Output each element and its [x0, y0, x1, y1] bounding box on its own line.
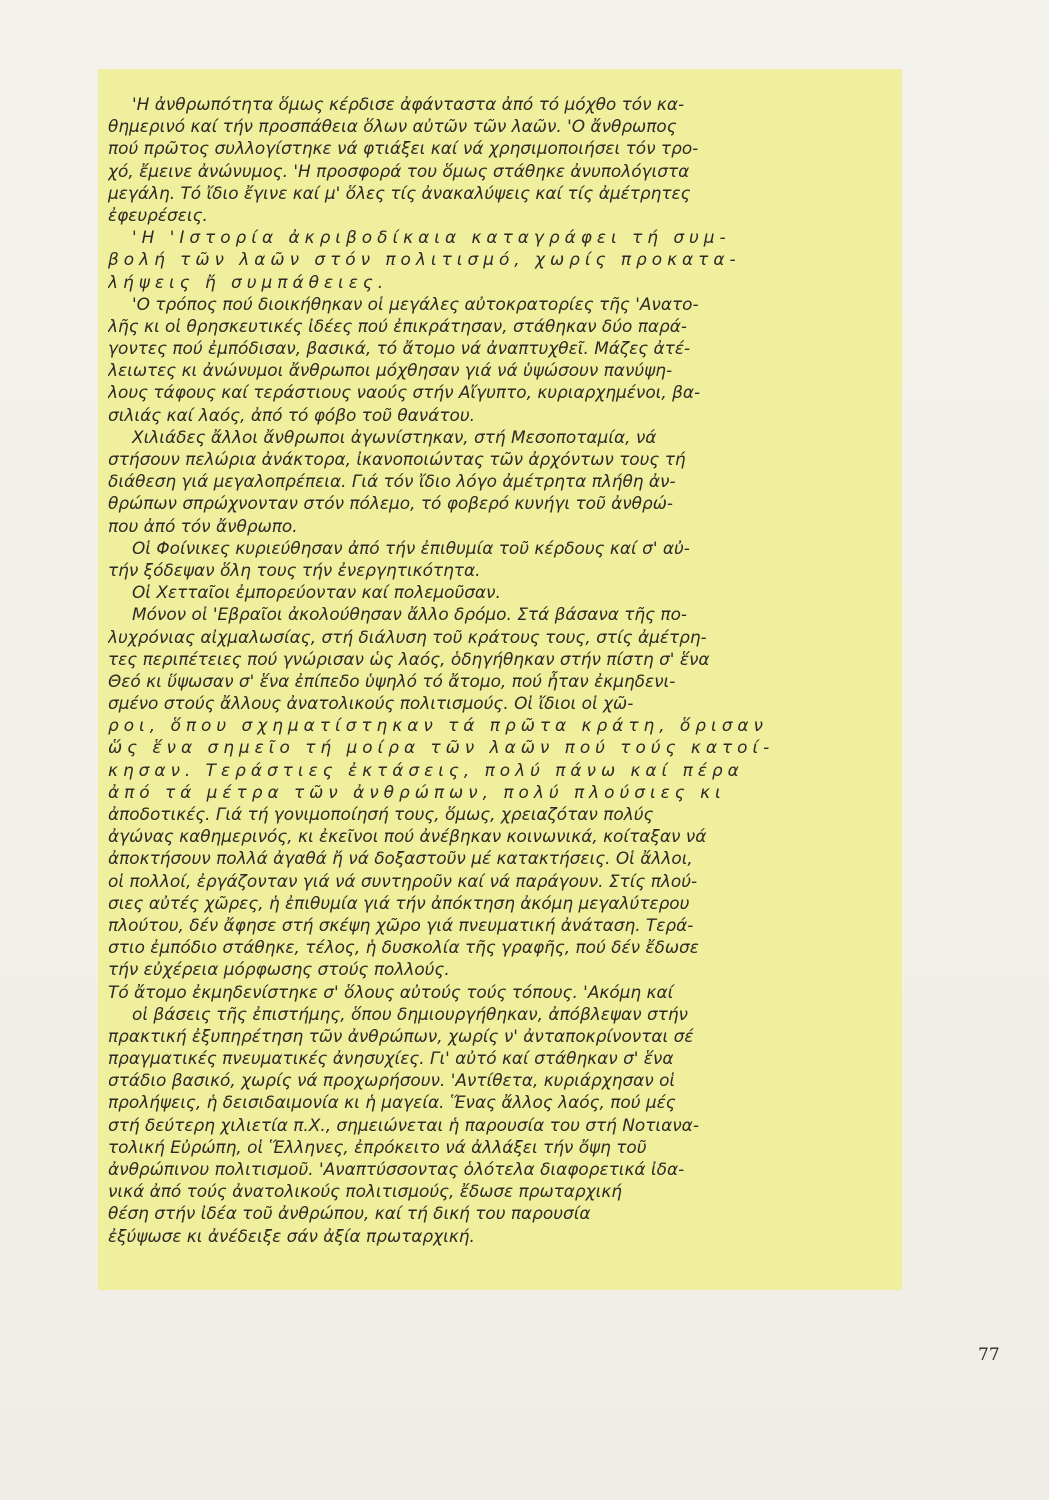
text-line: στήσουν πελώρια ἀνάκτορα, ἰκανοποιώντας τῶν ἀρχόντων τους τή — [108, 449, 686, 469]
text-line: ἀποκτήσουν πολλά ἀγαθά ἤ νά δοξαστοῦν μέ κατακτήσεις. Οἱ ἄλλοι, — [108, 848, 693, 869]
body-text — [108, 93, 794, 1269]
text-line: 'Η ἀνθρωπότητα ὅμως κέρδισε ἀφάνταστα ἀπό τό μόχθο τόν κα- — [132, 94, 685, 114]
text-line: ἀποδοτικές. Γιά τή γονιμοποίησή τους, ὅμως, χρειαζόταν πολύς — [108, 804, 654, 824]
text-line: πρακτική ἐξυπηρέτηση τῶν ἀνθρώπων, χωρίς ν' ἀνταποκρίνονται σέ — [108, 1025, 694, 1046]
text-line: θημερινό καί τήν προσπάθεια ὅλων αὐτῶν τῶν λαῶν. 'Ο ἄνθρωπος — [108, 116, 677, 137]
text-line: 'Η 'Ιστορία ἀκριβοδίκαια καταγράφει τή συμ- — [132, 227, 731, 248]
text-line: ἐφευρέσεις. — [108, 204, 208, 225]
text-line: ἀγώνας καθημερινός, κι ἐκεῖνοι πού ἀνέβηκαν κοινωνικά, κοίταξαν νά — [108, 826, 707, 847]
text-line: λῆς κι οἱ θρησκευτικές ἰδέες πού ἐπικράτησαν, στάθηκαν δύο παρά- — [108, 315, 687, 336]
text-line: ἀνθρώπινου πολιτισμοῦ. 'Αναπτύσσοντας ὁλότελα διαφορετικά ἰδα- — [108, 1159, 685, 1179]
text-line: λυχρόνιας αἰχμαλωσίας, στή διάλυση τοῦ κράτους τους, στίς ἀμέτρη- — [108, 626, 707, 647]
text-line: Οἱ Φοίνικες κυριεύθησαν ἀπό τήν ἐπιθυμία τοῦ κέρδους καί σ' αὐ- — [132, 537, 690, 558]
text-line: που ἀπό τόν ἄνθρωπο. — [108, 515, 298, 536]
text-line: διάθεση γιά μεγαλοπρέπεια. Γιά τόν ἴδιο λόγο ἀμέτρητα πλήθη ἀν- — [108, 471, 676, 492]
text-line: ἀπό τά μέτρα τῶν ἀνθρώπων, πολύ πλούσιες κι — [108, 781, 726, 802]
text-line: μεγάλη. Τό ἴδιο ἔγινε καί μ' ὅλες τίς ἀνακαλύψεις καί τίς ἀμέτρητες — [108, 182, 691, 203]
text-line: προλήψεις, ἡ δεισιδαιμονία κι ἡ μαγεία. Ἕνας ἄλλος λαός, πού μές — [108, 1092, 676, 1113]
text-line: οἱ πολλοί, ἐργάζονταν γιά νά συντηροῦν καί νά παράγουν. Στίς πλού- — [108, 870, 698, 891]
text-line: Θεό κι ὕψωσαν σ' ἕνα ἐπίπεδο ὑψηλό τό ἄτομο, πού ἦταν ἐκμηδενι- — [108, 670, 676, 691]
text-line: τήν εὐχέρεια μόρφωσης στούς πολλούς. — [108, 959, 450, 980]
text-line: λειωτες κι ἀνώνυμοι ἄνθρωποι μόχθησαν γιά νά ὑψώσουν πανύψη- — [108, 360, 673, 381]
text-line: τες περιπέτειες πού γνώρισαν ὡς λαός, ὁδηγήθηκαν στήν πίστη σ' ἕνα — [108, 648, 710, 669]
text-line: σμένο στούς ἄλλους ἀνατολικούς πολιτισμούς. Οἱ ἴδιοι οἱ χῶ- — [108, 693, 634, 714]
text-line: λήψεις ἤ συμπάθειες. — [108, 271, 389, 292]
text-line: ροι, ὅπου σχηματίστηκαν τά πρῶτα κράτη, ὅρισαν — [108, 715, 768, 736]
text-line: νικά ἀπό τούς ἀνατολικούς πολιτισμούς, ἔδωσε πρωταρχική — [108, 1181, 622, 1202]
text-line: ὥς ἕνα σημεῖο τή μοίρα τῶν λαῶν πού τούς κατοί- — [108, 737, 775, 758]
text-line: θρώπων σπρώχνονταν στόν πόλεμο, τό φοβερό κυνήγι τοῦ ἀνθρώ- — [108, 493, 673, 514]
text-line: πού πρῶτος συλλογίστηκε νά φτιάξει καί νά χρησιμοποιήσει τόν τρο- — [108, 138, 699, 159]
text-line: στιο ἐμπόδιο στάθηκε, τέλος, ἡ δυσκολία τῆς γραφῆς, πού δέν ἔδωσε — [108, 937, 699, 958]
text-line: στάδιο βασικό, χωρίς νά προχωρήσουν. 'Αντίθετα, κυριάρχησαν οἱ — [108, 1070, 676, 1091]
text-line: πραγματικές πνευματικές ἀνησυχίες. Γι' αὐτό καί στάθηκαν σ' ἕνα — [108, 1048, 674, 1069]
text-line: Τό ἄτομο ἐκμηδενίστηκε σ' ὅλους αὐτούς τούς τόπους. 'Ακόμη καί — [108, 981, 674, 1002]
text-line: χό, ἔμεινε ἀνώνυμος. 'Η προσφορά του ὅμως στάθηκε ἀνυπολόγιστα — [108, 160, 690, 181]
text-line: λους τάφους καί τεράστιους ναούς στήν Αἴγυπτο, κυριαρχημένοι, βα- — [108, 382, 701, 403]
text-line: βολή τῶν λαῶν στόν πολιτισμό, χωρίς προκατα- — [108, 249, 741, 270]
text-line: θέση στήν ἰδέα τοῦ ἀνθρώπου, καί τή δική του παρουσία — [108, 1203, 591, 1224]
text-line: γοντες πού ἐμπόδισαν, βασικά, τό ἄτομο νά ἀναπτυχθεῖ. Μάζες ἀτέ- — [108, 338, 691, 359]
text-line: τήν ξόδεψαν ὅλη τους τήν ἐνεργητικότητα. — [108, 559, 481, 580]
text-line: Χιλιάδες ἄλλοι ἄνθρωποι ἀγωνίστηκαν, στή Μεσοποταμία, νά — [132, 426, 657, 447]
text-line: οἱ βάσεις τῆς ἐπιστήμης, ὅπου δημιουργήθηκαν, ἀπόβλεψαν στήν — [132, 1003, 688, 1024]
text-line: κησαν. Τεράστιες ἐκτάσεις, πολύ πάνω καί πέρα — [108, 759, 744, 780]
page-number: 77 — [978, 1345, 1000, 1365]
text-line: πλούτου, δέν ἄφησε στή σκέψη χῶρο γιά πνευματική ἀνάταση. Τερά- — [108, 914, 694, 935]
text-line: Μόνον οἱ 'Εβραῖοι ἀκολούθησαν ἄλλο δρόμο. Στά βάσανα τῆς πο- — [132, 604, 688, 625]
text-line: στή δεύτερη χιλιετία π.Χ., σημειώνεται ἡ παρουσία του στή Νοτιανα- — [108, 1114, 699, 1135]
text-line: 'Ο τρόπος πού διοικήθηκαν οἱ μεγάλες αὐτοκρατορίες τῆς 'Ανατο- — [132, 293, 699, 314]
text-line: Οἱ Χετταῖοι ἐμπορεύονταν καί πολεμοῦσαν. — [132, 582, 501, 603]
text-line: σιες αὐτές χῶρες, ἡ ἐπιθυμία γιά τήν ἀπόκτηση ἀκόμη μεγαλύτερου — [108, 892, 690, 913]
text-line: ἐξύψωσε κι ἀνέδειξε σάν ἀξία πρωταρχική. — [108, 1225, 475, 1246]
text-line — [108, 1247, 794, 1269]
text-line: σιλιάς καί λαός, ἀπό τό φόβο τοῦ θανάτου. — [108, 404, 476, 425]
text-line: τολική Εὐρώπη, οἱ Ἕλληνες, ἐπρόκειτο νά ἀλλάξει τήν ὄψη τοῦ — [108, 1136, 647, 1157]
